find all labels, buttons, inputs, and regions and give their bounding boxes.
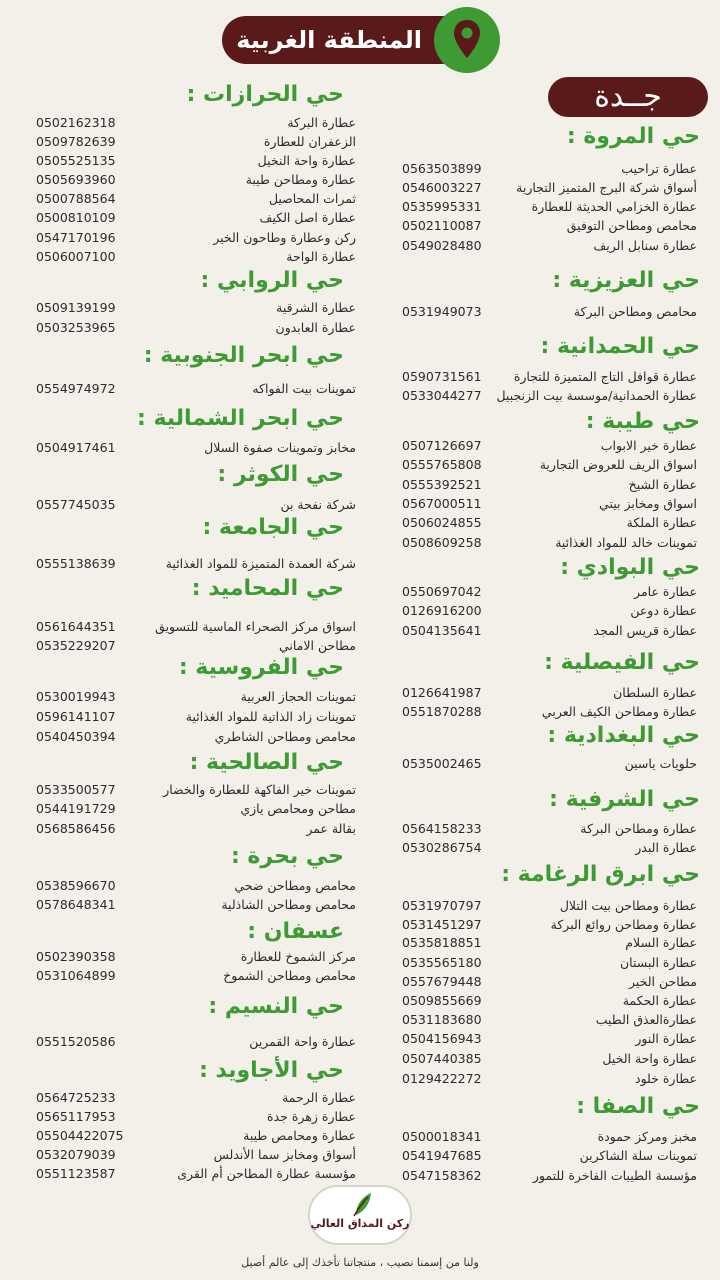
store-phone: 0506007100 xyxy=(36,249,116,264)
left-district-title: حي الفروسية : xyxy=(178,655,344,680)
store-phone: 0531183680 xyxy=(402,1012,482,1027)
store-name: ركن وعطارة وطاحون الخير xyxy=(213,230,356,245)
right-district-title: حي العزيزية : xyxy=(552,268,700,293)
store-name: شركة العمدة المتميزة للمواد الغذائية xyxy=(165,556,356,571)
store-name: عطارة قريس المجد xyxy=(593,623,697,638)
store-name: مخبز ومركز حمودة xyxy=(597,1129,697,1144)
store-name: اسواق الريف للعروض التجارية xyxy=(539,457,697,472)
store-name: مطاحن الخير xyxy=(629,974,697,989)
store-name: عطارة دوعن xyxy=(630,603,697,618)
store-phone: 0564725233 xyxy=(36,1090,116,1105)
store-name: عطارة السلام xyxy=(625,935,697,950)
left-district-title: حي الصالحية : xyxy=(189,750,344,775)
store-name: مؤسسة عطارة المطاحن أم القرى xyxy=(177,1166,356,1181)
store-phone: 0561644351 xyxy=(36,619,116,634)
store-name: عطارة زهرة جدة xyxy=(267,1109,356,1124)
left-district-title: حي المحاميد : xyxy=(191,576,344,601)
store-phone: 0544191729 xyxy=(36,801,116,816)
store-phone: 0535818851 xyxy=(402,935,482,950)
store-phone: 0547170196 xyxy=(36,230,116,245)
store-name: تموينات خالد للمواد الغذائية xyxy=(555,535,697,550)
right-district-title: حي الصفا : xyxy=(576,1094,700,1119)
right-district-title: حي البوادي : xyxy=(560,555,700,580)
store-name: عطارة واحة الخيل xyxy=(602,1051,697,1066)
left-district-title: حي الروابي : xyxy=(200,268,344,293)
leaf-logo-icon xyxy=(352,1191,374,1217)
store-name: عطارة البركة xyxy=(287,115,356,130)
store-name: عطارة الملكة xyxy=(626,515,697,530)
store-phone: 0504917461 xyxy=(36,440,116,455)
store-phone: 0126641987 xyxy=(402,685,482,700)
store-name: تموينات الحجاز العربية xyxy=(240,689,356,704)
store-name: ثمرات المحاصيل xyxy=(268,191,356,206)
store-name: عطارة عامر xyxy=(634,584,697,599)
store-name: أسواق ومخابز سما الأندلس xyxy=(213,1147,356,1162)
store-phone: 0531970797 xyxy=(402,898,482,913)
store-phone: 0507126697 xyxy=(402,438,482,453)
store-phone: 0500788564 xyxy=(36,191,116,206)
store-name: عطارة تراحيب xyxy=(621,161,697,176)
store-phone: 0504135641 xyxy=(402,623,482,638)
brand-logo xyxy=(308,1185,412,1245)
store-name: عطارة البدر xyxy=(635,840,697,855)
store-name: محامص ومطاحن ضحي xyxy=(234,878,356,893)
store-phone: 0535995331 xyxy=(402,199,482,214)
store-name: عطارة الشيخ xyxy=(628,477,697,492)
store-phone: 0567000511 xyxy=(402,496,482,511)
store-phone: 0555392521 xyxy=(402,477,482,492)
store-name: اسواق ومخابز بيتي xyxy=(599,496,697,511)
store-phone: 0540450394 xyxy=(36,729,116,744)
store-phone: 0550697042 xyxy=(402,584,482,599)
store-name: حلويات ياسين xyxy=(624,756,697,771)
right-district-title: حي الشرفية : xyxy=(549,787,700,812)
right-district-title: حي الحمدانية : xyxy=(540,334,700,359)
store-name: عطارة ومطاحن روائع البركة xyxy=(550,917,697,932)
left-district-title: حي بحرة : xyxy=(230,844,344,869)
left-district-title: حي ابحر الجنوبية : xyxy=(143,343,344,368)
store-name: محامص ومطاحن التوفيق xyxy=(566,218,697,233)
store-phone: 0549028480 xyxy=(402,238,482,253)
store-phone: 0531451297 xyxy=(402,917,482,932)
store-name: مخابز وتموينات صفوة السلال xyxy=(204,440,356,455)
store-phone: 0129422272 xyxy=(402,1071,482,1086)
store-name: الزعفران للعطارة xyxy=(263,134,356,149)
store-name: عطارة الحكمة xyxy=(622,993,697,1008)
city-header xyxy=(548,77,708,117)
store-name: عطارةالعذق الطيب xyxy=(595,1012,697,1027)
store-phone: 0551123587 xyxy=(36,1166,116,1181)
store-phone: 0557679448 xyxy=(402,974,482,989)
city-title: جــدة xyxy=(594,79,662,114)
store-phone: 0557745035 xyxy=(36,497,116,512)
location-pin-icon xyxy=(434,7,500,73)
store-phone: 0500810109 xyxy=(36,210,116,225)
store-name: محامص ومطاحن الشاطري xyxy=(214,729,356,744)
store-name: عطارة واحة النخيل xyxy=(257,153,356,168)
right-district-title: حي ابرق الرغامة : xyxy=(501,862,700,887)
store-phone: 0531064899 xyxy=(36,968,116,983)
store-phone: 0535229207 xyxy=(36,638,116,653)
store-phone: 0507440385 xyxy=(402,1051,482,1066)
store-phone: 0555765808 xyxy=(402,457,482,472)
store-name: تموينات بيت الفواكه xyxy=(252,381,356,396)
store-phone: 0506024855 xyxy=(402,515,482,530)
store-phone: 0509855669 xyxy=(402,993,482,1008)
store-phone: 0509139199 xyxy=(36,300,116,315)
footer-slogan: ولنا من إسمنا نصيب ، منتجاتنا تأخذك إلى عالم أصيل xyxy=(241,1256,479,1269)
store-phone: 0503253965 xyxy=(36,320,116,335)
store-phone: 0596141107 xyxy=(36,709,116,724)
store-name: بقالة عمر xyxy=(306,821,356,836)
right-district-title: حي طيبة : xyxy=(585,409,700,434)
store-phone: 0505693960 xyxy=(36,172,116,187)
left-district-title: حي الجامعة : xyxy=(202,515,344,540)
store-phone: 0541947685 xyxy=(402,1148,482,1163)
store-name: عطارة الشرقية xyxy=(276,300,356,315)
store-phone: 0554974972 xyxy=(36,381,116,396)
store-name: عطارة العابدون xyxy=(275,320,356,335)
store-name: عطارة خير الابواب xyxy=(600,438,697,453)
left-district-title: عسفان : xyxy=(247,919,344,944)
store-name: عطارة قوافل التاج المتميزة للتجارة xyxy=(513,369,697,384)
right-district-title: حي المروة : xyxy=(566,124,700,149)
store-name: عطارة ومطاحن بيت التلال xyxy=(559,898,697,913)
store-phone: 0564158233 xyxy=(402,821,482,836)
store-phone: 0578648341 xyxy=(36,897,116,912)
left-district-title: حي النسيم : xyxy=(208,994,344,1019)
store-name: عطارة ومطاحن البركة xyxy=(580,821,697,836)
store-name: محامص ومطاحن الشموخ xyxy=(223,968,356,983)
store-phone: 0535565180 xyxy=(402,955,482,970)
store-name: عطارة الخزامي الحديثة للعطارة xyxy=(531,199,697,214)
store-phone: 0565117953 xyxy=(36,1109,116,1124)
store-phone: 0590731561 xyxy=(402,369,482,384)
store-name: عطارة البستان xyxy=(619,955,697,970)
store-phone: 0555138639 xyxy=(36,556,116,571)
store-name: اسواق مركز الصحراء الماسية للتسويق xyxy=(155,619,356,634)
logo-text: ركن المذاق العالي xyxy=(310,1217,410,1230)
store-name: عطارة ومحامص طيبة xyxy=(243,1128,356,1143)
store-phone: 0530019943 xyxy=(36,689,116,704)
left-district-title: حي الأجاويد : xyxy=(199,1058,344,1083)
store-name: مؤسسة الطيبات الفاخرة للتمور xyxy=(532,1168,697,1183)
store-name: عطارة ومطاحن الكيف العربي xyxy=(541,704,697,719)
store-name: عطارة اصل الكيف xyxy=(259,210,356,225)
store-phone: 0568586456 xyxy=(36,821,116,836)
store-phone: 0563503899 xyxy=(402,161,482,176)
store-phone: 0502390358 xyxy=(36,949,116,964)
store-name: عطارة الحمدانية/موسسة بيت الزنجبيل xyxy=(496,388,697,403)
region-title: المنطقة الغربية xyxy=(236,26,422,54)
store-phone: 0547158362 xyxy=(402,1168,482,1183)
right-district-title: حي الفيصلية : xyxy=(544,650,700,675)
store-phone: 0535002465 xyxy=(402,756,482,771)
store-name: محامص ومطاحن البركة xyxy=(573,304,697,319)
store-phone: 0500018341 xyxy=(402,1129,482,1144)
store-phone: 0538596670 xyxy=(36,878,116,893)
store-phone: 0533044277 xyxy=(402,388,482,403)
store-phone: 0551870288 xyxy=(402,704,482,719)
store-phone: 0126916200 xyxy=(402,603,482,618)
store-name: محامص ومطاحن الشاذلية xyxy=(221,897,356,912)
store-name: شركة نفحة بن xyxy=(280,497,356,512)
store-phone: 0530286754 xyxy=(402,840,482,855)
store-name: عطارة الرحمة xyxy=(282,1090,356,1105)
store-phone: 0546003227 xyxy=(402,180,482,195)
store-phone: 0508609258 xyxy=(402,535,482,550)
store-name: تموينات خير الفاكهة للعطارة والخضار xyxy=(163,782,356,797)
store-name: عطارة الواحة xyxy=(286,249,356,264)
store-name: مطاحن ومحامص يازي xyxy=(240,801,356,816)
store-phone: 0551520586 xyxy=(36,1034,116,1049)
store-name: عطارة النور xyxy=(635,1031,697,1046)
store-name: عطارة سنابل الريف xyxy=(593,238,697,253)
store-phone: 0509782639 xyxy=(36,134,116,149)
store-phone: 0502110087 xyxy=(402,218,482,233)
region-header xyxy=(222,16,492,64)
store-phone: 0505525135 xyxy=(36,153,116,168)
store-phone: 0533500577 xyxy=(36,782,116,797)
store-phone: 0502162318 xyxy=(36,115,116,130)
left-district-title: حي الكوثر : xyxy=(217,462,344,487)
store-name: عطارة السلطان xyxy=(613,685,697,700)
store-name: مركز الشموخ للعطارة xyxy=(240,949,356,964)
store-phone: 0531949073 xyxy=(402,304,482,319)
store-phone: 0532079039 xyxy=(36,1147,116,1162)
store-name: مطاحن الاماني xyxy=(279,638,356,653)
store-phone: 0504156943 xyxy=(402,1031,482,1046)
store-name: عطارة خلود xyxy=(635,1071,697,1086)
store-phone: 05504422075 xyxy=(36,1128,124,1143)
store-name: عطارة واحة القمرين xyxy=(249,1034,356,1049)
store-name: تموينات زاد الذاتية للمواد الغذائية xyxy=(185,709,356,724)
store-name: تموينات سلة الشاكرين xyxy=(579,1148,697,1163)
left-district-title: حي ابحر الشمالية : xyxy=(136,406,344,431)
left-district-title: حي الحرازات : xyxy=(186,82,344,107)
store-name: أسواق شركة البرج المتميز التجارية xyxy=(516,180,697,195)
right-district-title: حي البغدادية : xyxy=(547,723,700,748)
store-name: عطارة ومطاحن طيبة xyxy=(245,172,356,187)
